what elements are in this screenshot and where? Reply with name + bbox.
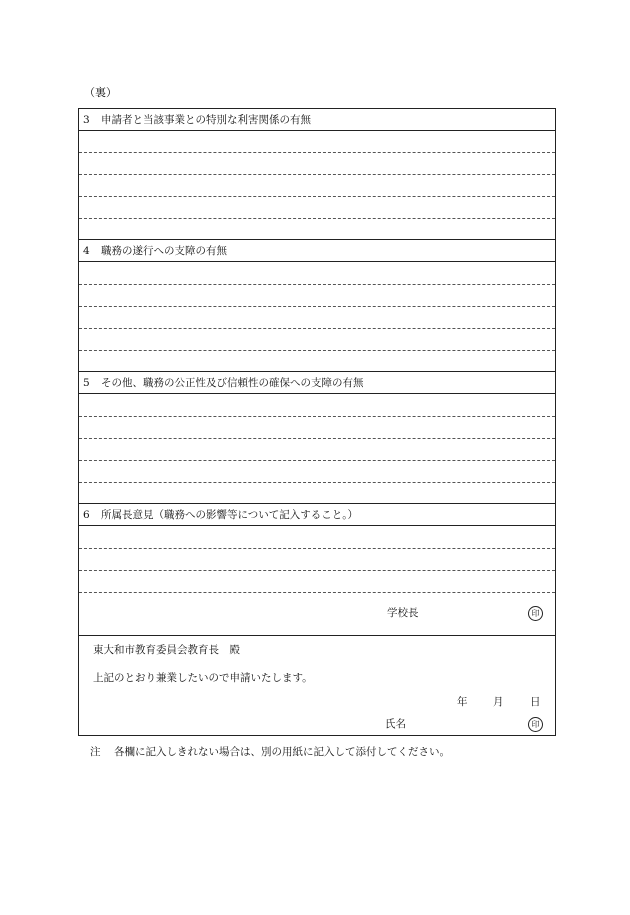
application-statement: 上記のとおり兼業したいので申請いたします。 — [93, 672, 313, 684]
entry-line[interactable] — [79, 548, 555, 549]
footnote-text: 各欄に記入しきれない場合は、別の用紙に記入して添付してください。 — [114, 746, 450, 758]
date-year-label[interactable]: 年 — [457, 696, 468, 708]
footnote-mark: 注 — [90, 746, 101, 758]
section-header — [79, 109, 555, 131]
entry-line[interactable] — [79, 350, 555, 351]
section-duty-obstruction — [79, 239, 555, 372]
entry-line[interactable] — [79, 438, 555, 439]
application-block — [79, 635, 555, 736]
applicant-name-label[interactable]: 氏名 — [385, 718, 406, 730]
entry-line[interactable] — [79, 570, 555, 571]
addressee: 東大和市教育委員会教育長 殿 — [93, 644, 240, 656]
application-form — [78, 108, 556, 736]
section-header — [79, 240, 555, 262]
applicant-seal-icon: 印 — [528, 717, 543, 732]
entry-line[interactable] — [79, 328, 555, 329]
entry-line[interactable] — [79, 460, 555, 461]
entry-line[interactable] — [79, 196, 555, 197]
section-number: 4 — [83, 245, 90, 257]
section-number: 5 — [83, 377, 90, 389]
section-title: 職務の遂行への支障の有無 — [101, 245, 227, 257]
entry-line[interactable] — [79, 592, 555, 593]
section-header — [79, 372, 555, 394]
entry-line[interactable] — [79, 482, 555, 483]
principal-label: 学校長 — [387, 607, 419, 619]
entry-line[interactable] — [79, 218, 555, 219]
page-side-label: （裏） — [84, 86, 117, 99]
section-header — [79, 504, 555, 526]
section-number: 3 — [83, 114, 90, 126]
date-day-label[interactable]: 日 — [530, 696, 541, 708]
section-conflict-of-interest — [79, 109, 555, 239]
entry-line[interactable] — [79, 174, 555, 175]
section-title: 申請者と当該事業との特別な利害関係の有無 — [101, 114, 311, 126]
entry-line[interactable] — [79, 416, 555, 417]
footnote — [90, 744, 450, 759]
section-title: その他、職務の公正性及び信頼性の確保への支障の有無 — [101, 377, 364, 389]
entry-line[interactable] — [79, 152, 555, 153]
entry-line[interactable] — [79, 306, 555, 307]
section-supervisor-opinion — [79, 503, 555, 636]
section-number: 6 — [83, 509, 90, 521]
principal-seal-icon: 印 — [528, 606, 543, 621]
entry-line[interactable] — [79, 284, 555, 285]
section-title: 所属長意見（職務への影響等について記入すること。） — [101, 509, 359, 521]
date-month-label[interactable]: 月 — [493, 696, 504, 708]
section-fairness-reliability — [79, 371, 555, 504]
